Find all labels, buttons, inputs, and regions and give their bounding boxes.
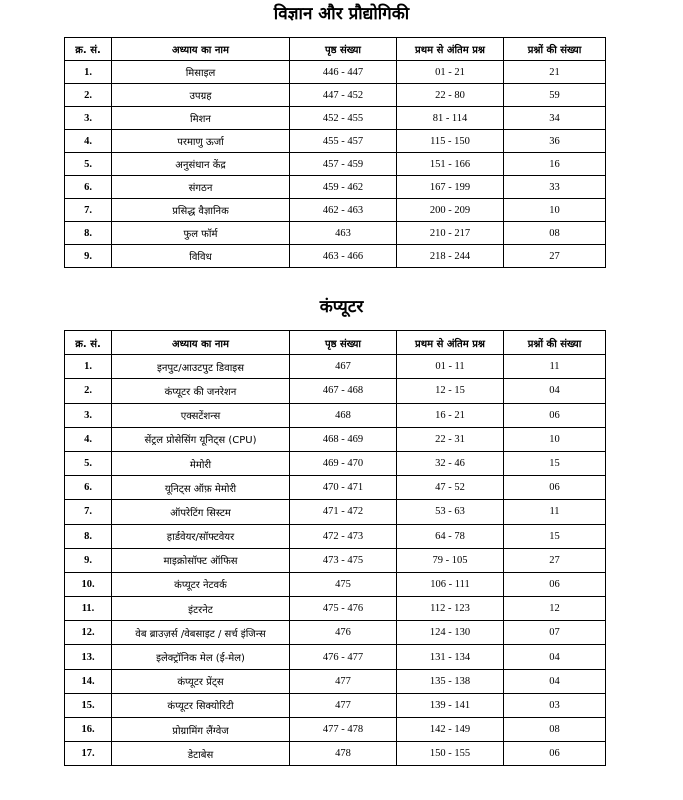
table-header-row: [65, 331, 606, 355]
table-row: [65, 524, 606, 548]
cell-chapter-name: उपग्रह: [112, 84, 290, 107]
cell-page-number: 447 - 452: [290, 84, 397, 107]
cell-question-count: 07: [504, 621, 606, 645]
cell-page-number: 469 - 470: [290, 451, 397, 475]
table-row: [65, 199, 606, 222]
cell-chapter-name: कंप्यूटर की जनरेशन: [112, 379, 290, 403]
cell-serial: 9.: [65, 245, 112, 268]
cell-chapter-name: कंप्यूटर सिक्योरिटी: [112, 693, 290, 717]
cell-question-range: 81 - 114: [397, 107, 504, 130]
table-row: [65, 548, 606, 572]
table-row: [65, 451, 606, 475]
cell-question-range: 200 - 209: [397, 199, 504, 222]
cell-serial: 4.: [65, 130, 112, 153]
cell-question-count: 27: [504, 548, 606, 572]
cell-question-count: 06: [504, 742, 606, 766]
cell-serial: 6.: [65, 476, 112, 500]
cell-serial: 17.: [65, 742, 112, 766]
cell-page-number: 455 - 457: [290, 130, 397, 153]
cell-serial: 8.: [65, 524, 112, 548]
cell-page-number: 478: [290, 742, 397, 766]
cell-chapter-name: डेटाबेस: [112, 742, 290, 766]
cell-question-count: 16: [504, 153, 606, 176]
cell-serial: 15.: [65, 693, 112, 717]
cell-page-number: 476 - 477: [290, 645, 397, 669]
table-row: [65, 597, 606, 621]
cell-chapter-name: इनपुट/आउटपुट डिवाइस: [112, 355, 290, 379]
cell-page-number: 462 - 463: [290, 199, 397, 222]
cell-serial: 9.: [65, 548, 112, 572]
cell-chapter-name: कंप्यूटर प्रेंट्स: [112, 669, 290, 693]
cell-serial: 1.: [65, 61, 112, 84]
science-chapter-table: [64, 37, 606, 268]
cell-page-number: 463: [290, 222, 397, 245]
cell-chapter-name: मिसाइल: [112, 61, 290, 84]
cell-question-range: 218 - 244: [397, 245, 504, 268]
cell-serial: 11.: [65, 597, 112, 621]
cell-page-number: 473 - 475: [290, 548, 397, 572]
table-row: [65, 245, 606, 268]
cell-chapter-name: सेंट्रल प्रोसेसिंग यूनिट्स (CPU): [112, 427, 290, 451]
computer-chapter-table: [64, 330, 606, 766]
cell-serial: 2.: [65, 379, 112, 403]
cell-question-count: 08: [504, 718, 606, 742]
cell-question-range: 22 - 80: [397, 84, 504, 107]
cell-serial: 1.: [65, 355, 112, 379]
cell-question-range: 142 - 149: [397, 718, 504, 742]
cell-question-count: 36: [504, 130, 606, 153]
cell-question-count: 21: [504, 61, 606, 84]
table-row: [65, 693, 606, 717]
cell-chapter-name: ऑपरेटिंग सिस्टम: [112, 500, 290, 524]
cell-page-number: 468 - 469: [290, 427, 397, 451]
cell-question-count: 06: [504, 476, 606, 500]
cell-chapter-name: फुल फॉर्म: [112, 222, 290, 245]
header-chapter-name: अध्याय का नाम: [112, 38, 290, 61]
cell-serial: 5.: [65, 153, 112, 176]
cell-question-count: 04: [504, 645, 606, 669]
section-title-computer: कंप्यूटर: [319, 297, 364, 317]
cell-question-range: 22 - 31: [397, 427, 504, 451]
table-row: [65, 742, 606, 766]
cell-chapter-name: इंटरनेट: [112, 597, 290, 621]
cell-serial: 13.: [65, 645, 112, 669]
cell-question-range: 01 - 11: [397, 355, 504, 379]
cell-chapter-name: कंप्यूटर नेटवर्क: [112, 572, 290, 596]
cell-page-number: 468: [290, 403, 397, 427]
table-row: [65, 718, 606, 742]
cell-page-number: 467 - 468: [290, 379, 397, 403]
cell-chapter-name: मेमोरी: [112, 451, 290, 475]
cell-serial: 12.: [65, 621, 112, 645]
cell-chapter-name: माइक्रोसॉफ्ट ऑफिस: [112, 548, 290, 572]
cell-page-number: 457 - 459: [290, 153, 397, 176]
cell-serial: 5.: [65, 451, 112, 475]
cell-page-number: 472 - 473: [290, 524, 397, 548]
cell-serial: 7.: [65, 199, 112, 222]
cell-question-count: 10: [504, 199, 606, 222]
table-row: [65, 645, 606, 669]
cell-chapter-name: एक्सटेंशन्स: [112, 403, 290, 427]
cell-question-range: 139 - 141: [397, 693, 504, 717]
table-row: [65, 500, 606, 524]
cell-question-count: 08: [504, 222, 606, 245]
header-question-range: प्रथम से अंतिम प्रश्न: [397, 38, 504, 61]
cell-question-count: 33: [504, 176, 606, 199]
cell-chapter-name: प्रसिद्ध वैज्ञानिक: [112, 199, 290, 222]
cell-question-range: 124 - 130: [397, 621, 504, 645]
table-row: [65, 107, 606, 130]
cell-question-range: 47 - 52: [397, 476, 504, 500]
cell-question-range: 106 - 111: [397, 572, 504, 596]
cell-question-range: 131 - 134: [397, 645, 504, 669]
cell-question-range: 135 - 138: [397, 669, 504, 693]
cell-question-count: 34: [504, 107, 606, 130]
cell-page-number: 446 - 447: [290, 61, 397, 84]
header-question-count: प्रश्नों की संख्या: [504, 331, 606, 355]
cell-page-number: 471 - 472: [290, 500, 397, 524]
cell-chapter-name: परमाणु ऊर्जा: [112, 130, 290, 153]
cell-question-count: 04: [504, 669, 606, 693]
cell-page-number: 463 - 466: [290, 245, 397, 268]
cell-question-range: 115 - 150: [397, 130, 504, 153]
cell-serial: 10.: [65, 572, 112, 596]
cell-question-range: 12 - 15: [397, 379, 504, 403]
cell-question-range: 53 - 63: [397, 500, 504, 524]
cell-question-count: 10: [504, 427, 606, 451]
cell-question-range: 79 - 105: [397, 548, 504, 572]
cell-question-range: 16 - 21: [397, 403, 504, 427]
cell-chapter-name: मिशन: [112, 107, 290, 130]
cell-serial: 2.: [65, 84, 112, 107]
cell-page-number: 476: [290, 621, 397, 645]
cell-serial: 3.: [65, 107, 112, 130]
cell-page-number: 467: [290, 355, 397, 379]
cell-question-count: 06: [504, 403, 606, 427]
cell-serial: 14.: [65, 669, 112, 693]
cell-question-range: 210 - 217: [397, 222, 504, 245]
header-question-count: प्रश्नों की संख्या: [504, 38, 606, 61]
cell-question-count: 11: [504, 500, 606, 524]
cell-chapter-name: इलेक्ट्रॉनिक मेल (ई-मेल): [112, 645, 290, 669]
cell-serial: 3.: [65, 403, 112, 427]
cell-question-count: 03: [504, 693, 606, 717]
cell-chapter-name: वेब ब्राउज़र्स /वेबसाइट / सर्च इंजिन्स: [112, 621, 290, 645]
table-header-row: [65, 38, 606, 61]
section-title-science: विज्ञान और प्रौद्योगिकी: [273, 4, 410, 24]
table-row: [65, 669, 606, 693]
header-serial: क्र. सं.: [65, 331, 112, 355]
cell-chapter-name: संगठन: [112, 176, 290, 199]
cell-question-range: 167 - 199: [397, 176, 504, 199]
table-row: [65, 476, 606, 500]
table-row: [65, 222, 606, 245]
cell-page-number: 475 - 476: [290, 597, 397, 621]
cell-question-range: 32 - 46: [397, 451, 504, 475]
header-chapter-name: अध्याय का नाम: [112, 331, 290, 355]
cell-question-count: 11: [504, 355, 606, 379]
table-row: [65, 130, 606, 153]
header-page-number: पृष्ठ संख्या: [290, 38, 397, 61]
cell-chapter-name: विविध: [112, 245, 290, 268]
cell-question-range: 151 - 166: [397, 153, 504, 176]
cell-page-number: 477 - 478: [290, 718, 397, 742]
cell-page-number: 475: [290, 572, 397, 596]
header-serial: क्र. सं.: [65, 38, 112, 61]
cell-page-number: 477: [290, 693, 397, 717]
cell-question-range: 01 - 21: [397, 61, 504, 84]
cell-page-number: 459 - 462: [290, 176, 397, 199]
table-row: [65, 621, 606, 645]
cell-question-count: 27: [504, 245, 606, 268]
table-row: [65, 61, 606, 84]
cell-serial: 6.: [65, 176, 112, 199]
cell-question-count: 59: [504, 84, 606, 107]
table-row: [65, 84, 606, 107]
cell-page-number: 477: [290, 669, 397, 693]
table-row: [65, 572, 606, 596]
cell-question-count: 06: [504, 572, 606, 596]
header-question-range: प्रथम से अंतिम प्रश्न: [397, 331, 504, 355]
cell-serial: 16.: [65, 718, 112, 742]
header-page-number: पृष्ठ संख्या: [290, 331, 397, 355]
cell-question-count: 15: [504, 451, 606, 475]
cell-question-range: 64 - 78: [397, 524, 504, 548]
cell-question-range: 150 - 155: [397, 742, 504, 766]
cell-serial: 7.: [65, 500, 112, 524]
cell-chapter-name: प्रोग्रामिंग लैंग्वेज: [112, 718, 290, 742]
cell-question-count: 15: [504, 524, 606, 548]
table-row: [65, 379, 606, 403]
table-row: [65, 355, 606, 379]
cell-page-number: 452 - 455: [290, 107, 397, 130]
cell-question-count: 12: [504, 597, 606, 621]
table-row: [65, 427, 606, 451]
table-row: [65, 403, 606, 427]
cell-page-number: 470 - 471: [290, 476, 397, 500]
cell-chapter-name: यूनिट्स ऑफ़ मेमोरी: [112, 476, 290, 500]
table-row: [65, 176, 606, 199]
cell-chapter-name: हार्डवेयर/सॉफ्टवेयर: [112, 524, 290, 548]
cell-serial: 4.: [65, 427, 112, 451]
cell-serial: 8.: [65, 222, 112, 245]
cell-chapter-name: अनुसंधान केंद्र: [112, 153, 290, 176]
cell-question-count: 04: [504, 379, 606, 403]
cell-question-range: 112 - 123: [397, 597, 504, 621]
table-row: [65, 153, 606, 176]
